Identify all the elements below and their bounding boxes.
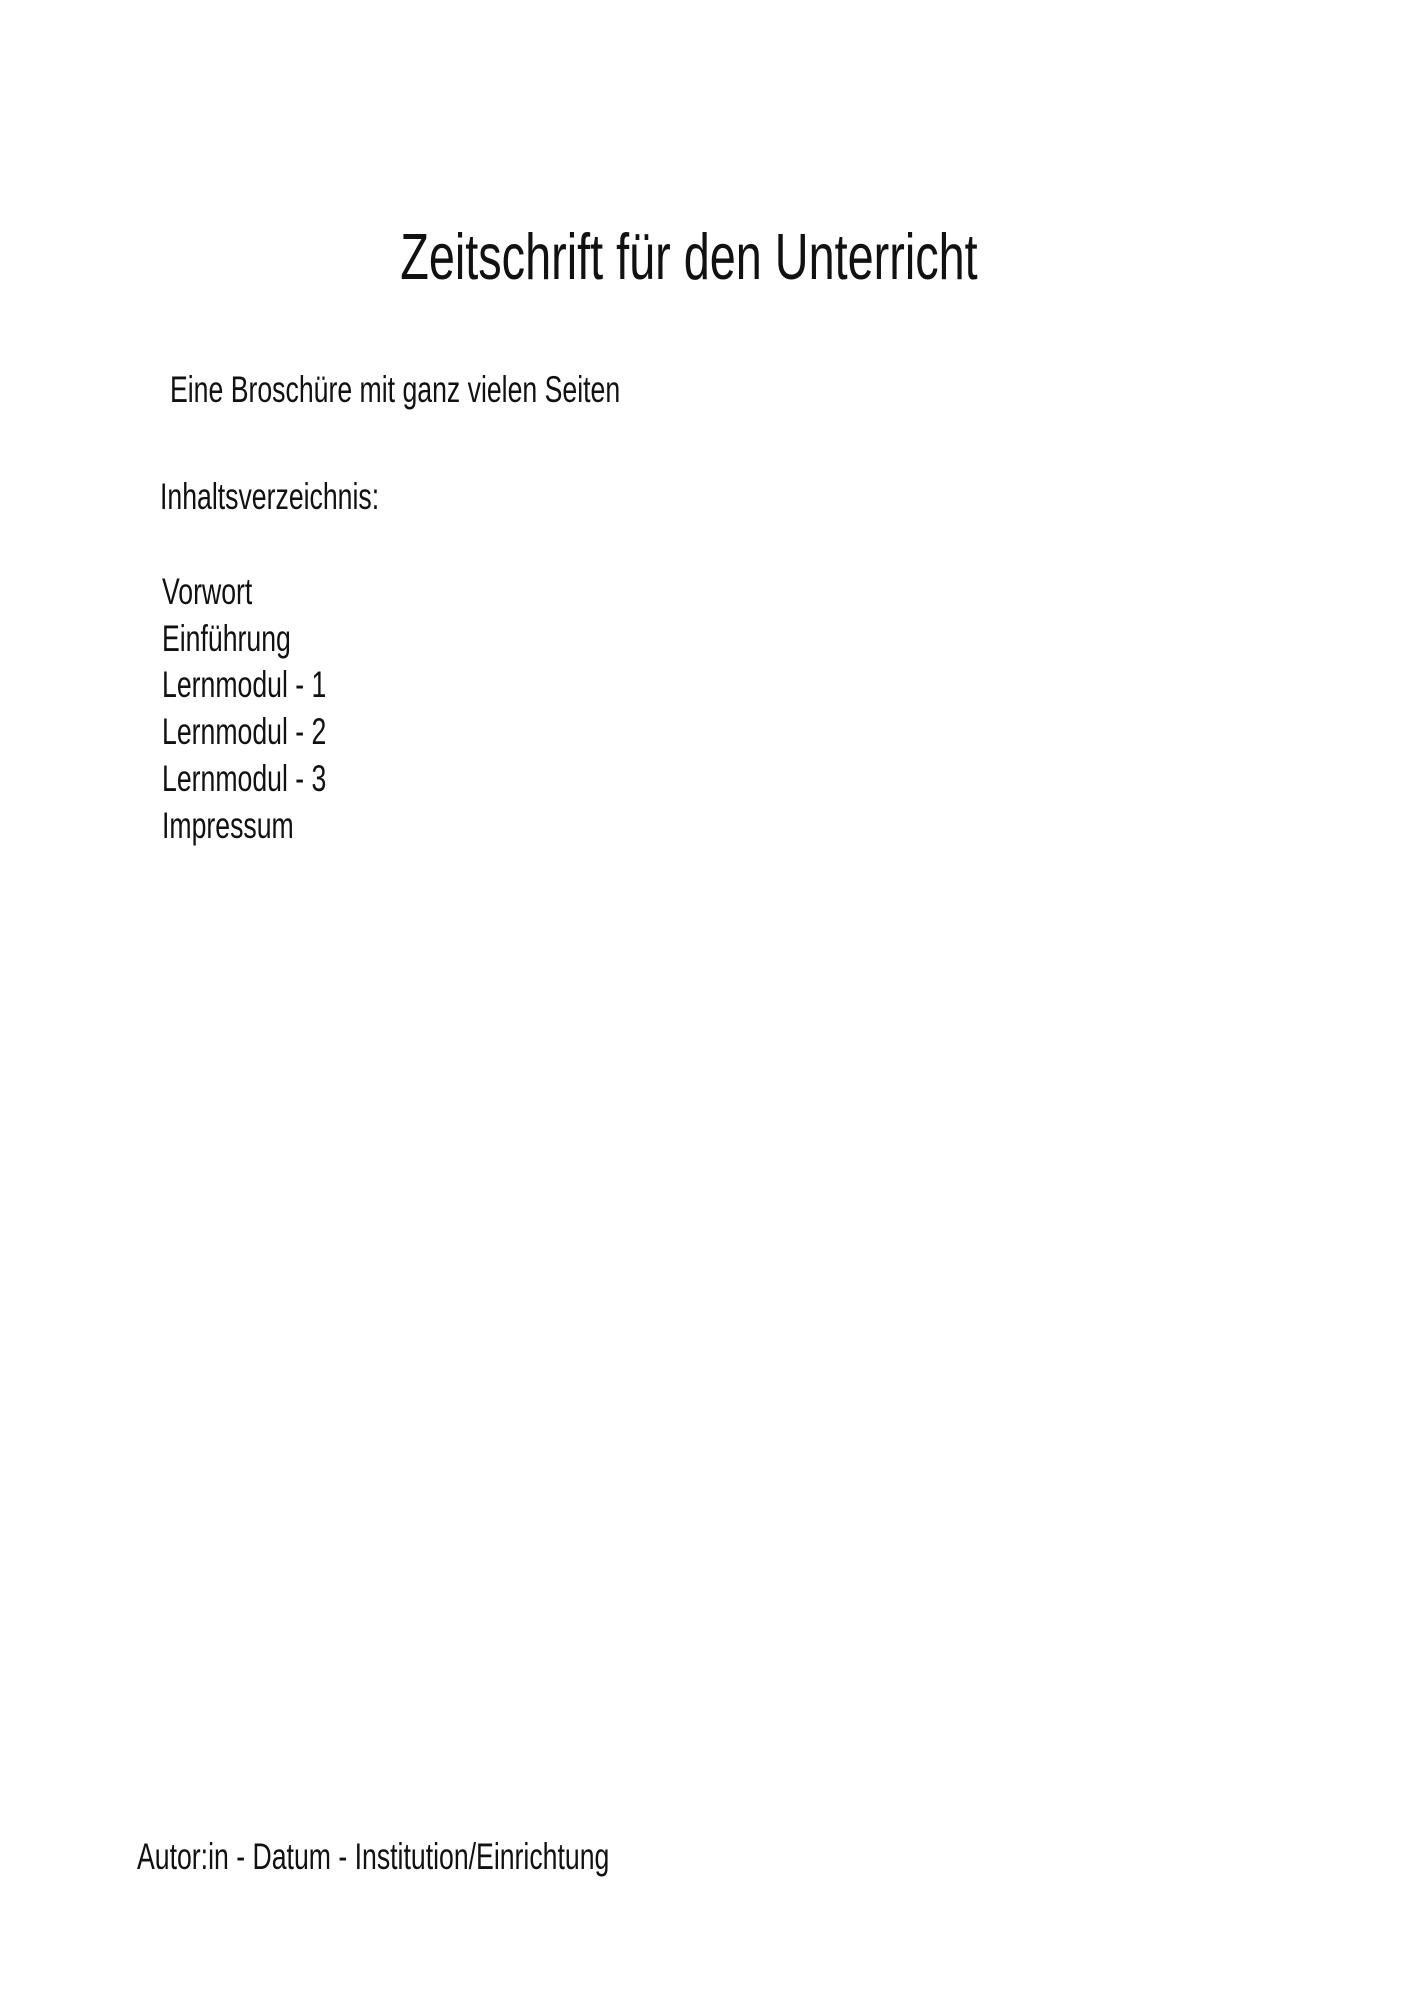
toc-item-lernmodul-3 <box>162 756 390 803</box>
page-subtitle-text: Eine Broschüre mit ganz vielen Seiten <box>170 369 621 410</box>
toc-item-label: Lernmodul - 2 <box>162 711 327 753</box>
toc-item-impressum <box>162 803 390 850</box>
toc-item-label: Lernmodul - 3 <box>162 757 327 799</box>
toc-item-label: Impressum <box>162 804 294 846</box>
page-footer-text: Autor:in - Datum - Institution/Einrichtung <box>137 1836 610 1877</box>
page-subtitle <box>170 371 795 408</box>
toc-heading-text: Inhaltsverzeichnis: <box>160 476 380 517</box>
page-footer <box>137 1838 793 1875</box>
toc-item-lernmodul-1 <box>162 662 390 709</box>
page-title-text: Zeitschrift für den Unterricht <box>400 220 978 293</box>
toc-item-lernmodul-2 <box>162 709 390 756</box>
toc-heading <box>160 478 464 515</box>
toc-list <box>162 569 390 849</box>
toc-item-einfuehrung <box>162 616 390 663</box>
page-title <box>0 220 1378 293</box>
toc-item-label: Lernmodul - 1 <box>162 664 327 706</box>
toc-item-label: Einführung <box>162 617 291 659</box>
toc-item-vorwort <box>162 569 390 616</box>
toc-item-label: Vorwort <box>162 571 253 612</box>
